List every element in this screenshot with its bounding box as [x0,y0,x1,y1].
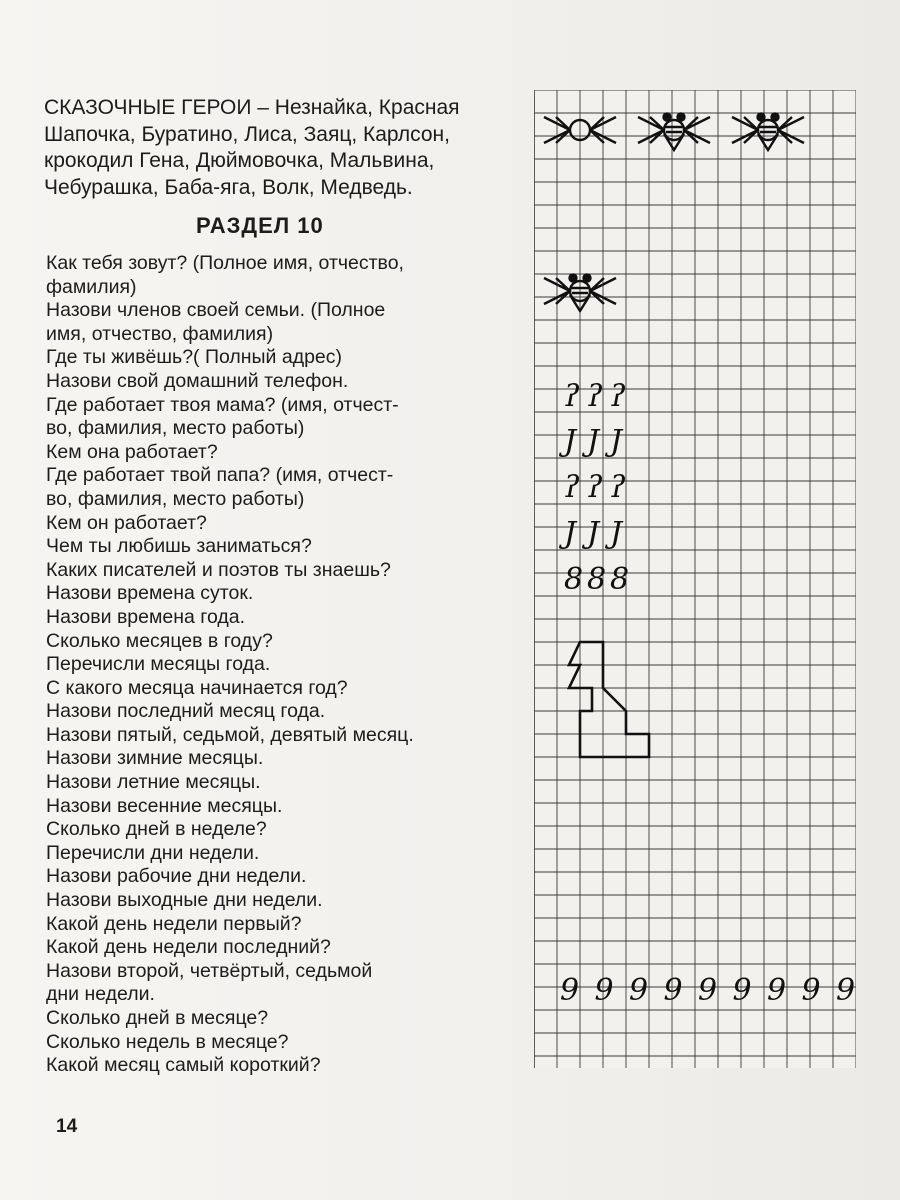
copybook-letter: J [610,516,623,551]
question-line: Назови весенние месяцы. [46,794,283,817]
question-line: Перечисли месяцы года. [46,653,271,676]
question-line: Назови времена года. [46,605,246,628]
copybook-letter: J [587,516,600,551]
intro-line: крокодил Гена, Дюймовочка, Мальвина, [44,149,435,172]
question-line: во, фамилия, место работы) [46,487,305,510]
question-line: Какой месяц самый короткий? [46,1054,321,1077]
question-line: Назови свой домашний телефон. [46,369,349,392]
copybook-digit: 9 [801,973,821,1008]
question-line: Назови рабочие дни недели. [46,865,307,888]
question-line: Где работает твоя мама? (имя, отчест- [46,393,399,416]
copybook-letter: ʔ [587,470,604,505]
copybook-letter: ʔ [587,379,604,414]
question-line: Какой день недели первый? [46,912,302,935]
copybook-letter: ʔ [610,379,627,414]
copybook-digit: 9 [629,973,649,1008]
copybook-digit: 8 [587,562,607,597]
copybook-letter: ʔ [564,470,581,505]
question-line: Где работает твой папа? (имя, отчест- [46,464,394,487]
question-line: Назови времена суток. [46,582,254,605]
question-line: Сколько месяцев в году? [46,629,273,652]
question-line: во, фамилия, место работы) [46,417,305,440]
question-line: Назови членов своей семьи. (Полное [46,299,386,322]
question-line: Назови второй, четвёртый, седьмой [46,959,373,982]
intro-line: Шапочка, Буратино, Лиса, Заяц, Карлсон, [44,122,450,146]
copybook-letter: J [587,424,600,459]
copybook-digit: 9 [732,973,752,1008]
question-line: Назови пятый, седьмой, девятый месяц. [46,723,414,746]
question-line: Кем он работает? [46,511,207,534]
question-line: Кем она работает? [46,440,218,463]
copybook-digit: 9 [698,973,718,1008]
fairy-tale-heroes-paragraph [44,95,514,201]
copybook-letter: J [610,424,623,459]
question-line: Назови зимние месяцы. [46,747,264,770]
question-line: Сколько дней в месяце? [46,1007,269,1029]
intro-line: Чебурашка, Баба-яга, Волк, Медведь. [44,175,413,199]
copybook-letter: ʔ [564,379,581,414]
page-number: 14 [56,1116,78,1137]
question-line: С какого месяца начинается год? [46,676,348,699]
section-title: РАЗДЕЛ 10 [196,213,324,238]
copybook-digit: 8 [564,562,584,597]
question-line: Сколько дней в неделе? [46,818,267,841]
intro-line: СКАЗОЧНЫЕ ГЕРОИ – Незнайка, Красная [44,96,460,119]
copybook-digit: 9 [560,973,580,1008]
copybook-digit: 9 [663,973,683,1008]
copybook-digit: 9 [836,973,856,1008]
question-line: Сколько недель в месяце? [46,1030,289,1053]
copybook-letter: J [564,424,577,459]
question-line: Какой день недели последний? [46,936,331,959]
copybook-letter: ʔ [610,470,627,505]
question-line: дни недели. [46,983,155,1006]
copybook-letter: J [564,516,577,551]
question-line: Где ты живёшь?( Полный адрес) [46,346,343,369]
question-line: имя, отчество, фамилия) [46,322,274,345]
copybook-digit: 9 [594,973,614,1008]
question-line: Чем ты любишь заниматься? [46,535,312,558]
question-line: фамилия) [46,275,137,298]
question-line: Как тебя зовут? (Полное имя, отчество, [46,252,404,274]
question-line: Назови выходные дни недели. [46,889,323,912]
question-line: Назови последний месяц года. [46,700,326,723]
copybook-digit: 9 [767,973,787,1008]
question-line: Перечисли дни недели. [46,841,260,864]
question-line: Каких писателей и поэтов ты знаешь? [46,558,391,581]
copybook-digit: 8 [610,562,630,597]
copybook-grid [534,90,856,1068]
question-line: Назови летние месяцы. [46,771,261,794]
question-list [46,252,516,1078]
